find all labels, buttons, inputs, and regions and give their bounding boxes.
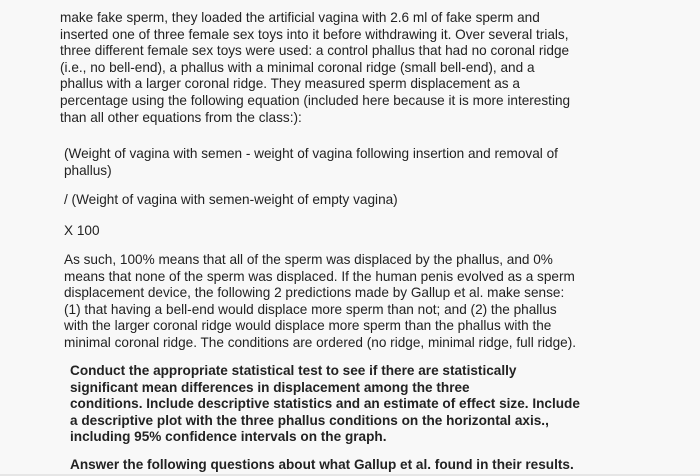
text-line: than all other equations from the class:):	[60, 109, 302, 125]
text-line: (1) that having a bell-end would displace more sperm than not; and (2) the phallus	[64, 301, 557, 317]
text-line: (Weight of vagina with semen - weight of vagina following insertion and removal of	[64, 146, 558, 161]
instructions-bold	[70, 363, 642, 446]
text-line: As such, 100% means that all of the sperm was displaced by the phallus, and 0%	[64, 252, 553, 267]
text-line: percentage using the following equation (included here because it is more interesting	[60, 92, 571, 108]
text-line: including 95% confidence intervals on the graph.	[70, 429, 387, 445]
text-line: make fake sperm, they loaded the artificial vagina with 2.6 ml of fake sperm and	[60, 10, 540, 25]
text-line: Answer the following questions about what Gallup et al. found in their results.	[70, 457, 574, 472]
text-line: minimal coronal ridge. The conditions are ordered (no ridge, minimal ridge, full ridge).	[64, 334, 577, 350]
text-line: X 100	[64, 223, 100, 238]
equation-denominator	[64, 192, 636, 209]
paragraph-predictions	[64, 252, 636, 352]
text-line: inserted one of three female sex toys into it before withdrawing it. Over several trials,	[60, 26, 569, 42]
paragraph-method	[60, 10, 632, 126]
text-line: conditions. Include descriptive statistics and an estimate of effect size. Include	[70, 396, 580, 412]
text-line: phallus with a larger coronal ridge. They measured sperm displacement as a	[60, 76, 520, 92]
text-line: a descriptive plot with the three phallus conditions on the horizontal axis.,	[70, 412, 549, 428]
text-line: / (Weight of vagina with semen-weight of empty vagina)	[64, 192, 398, 207]
text-line: (i.e., no bell-end), a phallus with a minimal coronal ridge (small bell-end), and a	[60, 59, 535, 75]
equation-multiplier	[64, 223, 636, 240]
answer-prompt	[70, 457, 642, 474]
text-line: Conduct the appropriate statistical test to see if there are statistically	[70, 363, 517, 378]
text-line: with the larger coronal ridge would displace more sperm than the phallus with the	[64, 318, 552, 334]
text-line: displacement device, the following 2 predictions made by Gallup et al. make sense:	[64, 285, 565, 301]
text-line: phallus)	[64, 162, 112, 178]
text-line: significant mean differences in displacement among the three	[70, 379, 470, 395]
text-line: three different female sex toys were used: a control phallus that had no coronal ridge	[60, 43, 570, 59]
text-line: means that none of the sperm was displaced. If the human penis evolved as a sperm	[64, 268, 575, 284]
equation-numerator	[64, 146, 636, 179]
